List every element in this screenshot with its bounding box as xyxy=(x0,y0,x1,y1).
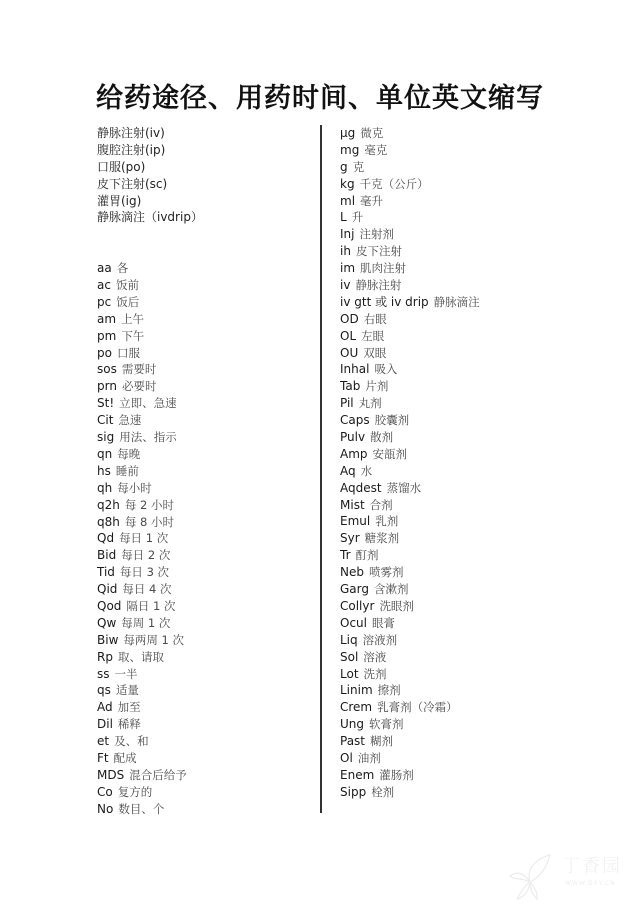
term-row xyxy=(340,682,580,699)
term-abbreviation: OU xyxy=(340,345,359,360)
term-meaning: 静脉滴注 xyxy=(433,294,480,309)
term-row xyxy=(97,378,307,395)
watermark xyxy=(505,852,635,902)
term-abbreviation: po xyxy=(97,345,112,360)
term-meaning: 左眼 xyxy=(361,328,385,343)
term-row xyxy=(97,547,307,564)
term-row xyxy=(340,226,580,243)
term-abbreviation: Dil xyxy=(97,717,113,732)
term-abbreviation: Ung xyxy=(340,717,365,732)
term-abbreviation: q8h xyxy=(97,514,120,529)
term-row xyxy=(97,598,307,615)
term-abbreviation: St! xyxy=(97,396,115,411)
term-row xyxy=(340,429,580,446)
term-abbreviation: Tab xyxy=(340,379,361,394)
term-meaning: 糊剂 xyxy=(370,734,394,749)
term-row xyxy=(340,632,580,649)
term-meaning: 每日 2 次 xyxy=(121,548,171,563)
term-abbreviation: Ocul xyxy=(340,615,367,630)
route-item: 口服(po) xyxy=(97,159,146,174)
term-meaning: 上午 xyxy=(121,311,145,326)
term-abbreviation: q2h xyxy=(97,497,120,512)
term-abbreviation: ml xyxy=(340,193,356,208)
term-abbreviation: am xyxy=(97,311,117,326)
term-row xyxy=(97,666,307,683)
term-abbreviation: Pil xyxy=(340,396,354,411)
term-meaning: 眼膏 xyxy=(371,615,395,630)
term-row xyxy=(340,446,580,463)
term-row xyxy=(340,699,580,716)
term-row xyxy=(340,666,580,683)
term-row xyxy=(340,395,580,412)
term-abbreviation: Syr xyxy=(340,531,360,546)
route-item: 灌胃(ig) xyxy=(97,193,142,208)
term-row xyxy=(97,328,307,345)
term-row xyxy=(97,294,307,311)
term-meaning: 每周 1 次 xyxy=(121,615,171,630)
term-abbreviation: Cit xyxy=(97,413,114,428)
watermark-brand: 丁香园 xyxy=(562,856,622,877)
term-abbreviation: mg xyxy=(340,142,360,157)
term-meaning: 必要时 xyxy=(121,379,157,394)
term-meaning: 喷雾剂 xyxy=(368,565,404,580)
term-abbreviation: Qod xyxy=(97,598,122,613)
term-meaning: 栓剂 xyxy=(371,784,395,799)
term-abbreviation: Liq xyxy=(340,632,358,647)
term-meaning: 肌肉注射 xyxy=(360,261,407,276)
term-meaning: 双眼 xyxy=(363,345,387,360)
term-meaning: 毫升 xyxy=(360,193,384,208)
term-meaning: 胶囊剂 xyxy=(374,413,410,428)
term-abbreviation: Aq xyxy=(340,463,356,478)
term-row xyxy=(340,345,580,362)
term-meaning: 配成 xyxy=(113,750,137,765)
term-row xyxy=(340,243,580,260)
term-row xyxy=(340,750,580,767)
route-item: 静脉滴注（ivdrip） xyxy=(97,210,203,225)
term-row xyxy=(97,277,307,294)
term-meaning: 擦剂 xyxy=(377,683,401,698)
term-abbreviation: Sol xyxy=(340,649,359,664)
term-meaning: 灌肠剂 xyxy=(379,767,414,782)
term-meaning: 软膏剂 xyxy=(369,717,404,732)
term-meaning: 洗剂 xyxy=(363,666,387,681)
term-row xyxy=(340,412,580,429)
term-abbreviation: ih xyxy=(340,244,351,259)
term-row xyxy=(340,260,580,277)
term-abbreviation: μg xyxy=(340,126,356,140)
term-row xyxy=(340,733,580,750)
term-row xyxy=(97,345,307,362)
term-abbreviation: L xyxy=(340,210,347,225)
term-meaning: 饭后 xyxy=(116,294,140,309)
term-abbreviation: et xyxy=(97,734,110,749)
term-row xyxy=(97,649,307,666)
term-row xyxy=(340,193,580,210)
term-meaning: 需要时 xyxy=(121,362,157,377)
term-row xyxy=(340,581,580,598)
term-row xyxy=(340,497,580,514)
term-abbreviation: qs xyxy=(97,683,111,698)
term-meaning: 口服 xyxy=(116,345,140,360)
term-meaning: 下午 xyxy=(121,328,145,343)
column-divider xyxy=(320,125,322,813)
term-abbreviation: Ft xyxy=(97,750,109,765)
term-row xyxy=(340,142,580,159)
term-row xyxy=(97,429,307,446)
term-row xyxy=(340,716,580,733)
term-meaning: 右眼 xyxy=(363,311,387,326)
term-row xyxy=(340,767,580,784)
term-row xyxy=(340,513,580,530)
term-row xyxy=(340,294,580,311)
term-row xyxy=(340,598,580,615)
term-meaning: 取、请取 xyxy=(117,649,164,664)
term-row xyxy=(340,615,580,632)
term-meaning: 注射剂 xyxy=(359,227,394,242)
term-meaning: 每 8 小时 xyxy=(124,514,174,529)
term-abbreviation: Sipp xyxy=(340,784,367,799)
term-abbreviation: Emul xyxy=(340,514,371,529)
term-row xyxy=(340,784,580,801)
term-abbreviation: No xyxy=(97,801,114,816)
timing-terms-list xyxy=(97,260,307,817)
term-abbreviation: aa xyxy=(97,261,112,276)
term-abbreviation: Past xyxy=(340,734,366,749)
term-meaning: 蒸馏水 xyxy=(386,480,422,495)
term-abbreviation: Qid xyxy=(97,582,118,597)
term-meaning: 每小时 xyxy=(117,480,152,495)
term-meaning: 混合后给予 xyxy=(129,767,187,782)
term-row xyxy=(340,159,580,176)
term-abbreviation: ss xyxy=(97,666,110,681)
term-row xyxy=(97,260,307,277)
term-meaning: 静脉注射 xyxy=(355,278,402,293)
term-row xyxy=(97,716,307,733)
term-abbreviation: Lot xyxy=(340,666,359,681)
term-row xyxy=(97,581,307,598)
term-meaning: 及、和 xyxy=(114,734,149,749)
term-row xyxy=(97,530,307,547)
term-abbreviation: Neb xyxy=(340,565,364,580)
term-meaning: 乳膏剂（冷霜） xyxy=(377,700,458,715)
document-title: 给药途径、用药时间、单位英文缩写 xyxy=(96,83,544,114)
term-abbreviation: Collyr xyxy=(340,598,375,613)
term-abbreviation: qh xyxy=(97,480,113,495)
term-abbreviation: hs xyxy=(97,463,111,478)
left-column xyxy=(97,125,307,818)
term-abbreviation: pc xyxy=(97,294,112,309)
term-abbreviation: Inhal xyxy=(340,362,370,377)
term-row xyxy=(97,497,307,514)
term-abbreviation: sig xyxy=(97,430,115,445)
term-row xyxy=(340,564,580,581)
term-meaning: 复方的 xyxy=(117,784,153,799)
term-meaning: 加至 xyxy=(117,700,141,715)
term-meaning: 含漱剂 xyxy=(374,582,409,597)
term-abbreviation: Bid xyxy=(97,548,117,563)
term-abbreviation: sos xyxy=(97,362,117,377)
term-abbreviation: iv gtt 或 iv drip xyxy=(340,294,429,309)
term-abbreviation: kg xyxy=(340,176,355,191)
term-meaning: 安瓿剂 xyxy=(372,446,408,461)
term-meaning: 微克 xyxy=(360,126,384,140)
term-row xyxy=(340,125,580,142)
term-abbreviation: Tid xyxy=(97,565,115,580)
term-row xyxy=(97,514,307,531)
term-abbreviation: Biw xyxy=(97,632,119,647)
term-meaning: 吸入 xyxy=(374,362,398,377)
term-row xyxy=(340,463,580,480)
term-meaning: 各 xyxy=(116,261,129,276)
term-abbreviation: Co xyxy=(97,784,113,799)
term-meaning: 丸剂 xyxy=(358,396,382,411)
term-row xyxy=(97,311,307,328)
term-row xyxy=(97,615,307,632)
administration-routes-list xyxy=(97,125,307,226)
section-spacer xyxy=(97,226,307,260)
term-abbreviation: Ol xyxy=(340,750,353,765)
term-row xyxy=(97,767,307,784)
term-meaning: 克 xyxy=(352,159,365,174)
term-row xyxy=(340,378,580,395)
term-meaning: 每晚 xyxy=(117,446,141,461)
term-abbreviation: Caps xyxy=(340,413,370,428)
term-row xyxy=(340,311,580,328)
term-row xyxy=(97,480,307,497)
term-meaning: 乳剂 xyxy=(375,514,399,529)
term-meaning: 千克（公斤） xyxy=(359,176,429,191)
term-abbreviation: Qd xyxy=(97,531,115,546)
term-abbreviation: iv xyxy=(340,278,351,293)
term-meaning: 一半 xyxy=(114,666,138,681)
term-row xyxy=(97,733,307,750)
term-row xyxy=(97,564,307,581)
term-row xyxy=(97,412,307,429)
term-meaning: 每 2 小时 xyxy=(124,497,174,512)
term-abbreviation: Aqdest xyxy=(340,480,382,495)
unit-dosage-terms-list xyxy=(340,125,580,801)
term-row xyxy=(340,649,580,666)
term-meaning: 油剂 xyxy=(357,750,381,765)
term-row xyxy=(97,699,307,716)
term-meaning: 急速 xyxy=(118,413,142,428)
term-row xyxy=(340,277,580,294)
term-row xyxy=(340,328,580,345)
right-column xyxy=(340,125,580,801)
term-abbreviation: OD xyxy=(340,311,359,326)
term-meaning: 片剂 xyxy=(365,379,389,394)
term-meaning: 立即、急速 xyxy=(119,396,177,411)
term-meaning: 合剂 xyxy=(369,497,393,512)
term-meaning: 皮下注射 xyxy=(355,244,402,259)
term-row xyxy=(97,784,307,801)
term-row xyxy=(97,463,307,480)
term-row xyxy=(340,530,580,547)
term-meaning: 每日 4 次 xyxy=(122,582,172,597)
term-row xyxy=(340,361,580,378)
term-abbreviation: im xyxy=(340,261,356,276)
term-meaning: 酊剂 xyxy=(355,548,379,563)
term-row xyxy=(97,632,307,649)
term-meaning: 散剂 xyxy=(370,430,394,445)
term-meaning: 睡前 xyxy=(115,463,139,478)
term-abbreviation: Crem xyxy=(340,700,373,715)
term-abbreviation: Rp xyxy=(97,649,113,664)
term-meaning: 稀释 xyxy=(117,717,141,732)
term-meaning: 每日 3 次 xyxy=(119,565,170,580)
term-row xyxy=(97,395,307,412)
term-abbreviation: ac xyxy=(97,278,111,293)
term-meaning: 洗眼剂 xyxy=(379,598,414,613)
term-abbreviation: Ad xyxy=(97,700,113,715)
term-abbreviation: Pulv xyxy=(340,430,366,445)
term-abbreviation: Linim xyxy=(340,683,373,698)
term-row xyxy=(340,176,580,193)
term-abbreviation: Enem xyxy=(340,767,375,782)
term-row xyxy=(97,682,307,699)
term-meaning: 适量 xyxy=(115,683,139,698)
term-row xyxy=(97,446,307,463)
term-abbreviation: Qw xyxy=(97,615,117,630)
term-abbreviation: pm xyxy=(97,328,117,343)
term-meaning: 数目、个 xyxy=(118,801,165,816)
term-abbreviation: Amp xyxy=(340,446,368,461)
term-abbreviation: OL xyxy=(340,328,357,343)
route-item: 皮下注射(sc) xyxy=(97,176,168,191)
term-abbreviation: prn xyxy=(97,379,117,394)
term-meaning: 溶液剂 xyxy=(362,632,398,647)
term-abbreviation: Inj xyxy=(340,227,355,242)
term-abbreviation: qn xyxy=(97,446,113,461)
term-row xyxy=(97,750,307,767)
term-meaning: 隔日 1 次 xyxy=(126,598,176,613)
term-meaning: 用法、指示 xyxy=(119,430,177,445)
term-meaning: 饭前 xyxy=(115,278,139,293)
term-meaning: 水 xyxy=(360,463,373,478)
term-abbreviation: Garg xyxy=(340,582,369,597)
term-abbreviation: g xyxy=(340,159,348,174)
term-row xyxy=(97,361,307,378)
leaf-logo-icon xyxy=(505,852,555,902)
term-meaning: 每日 1 次 xyxy=(119,531,169,546)
term-abbreviation: Mist xyxy=(340,497,365,512)
route-item: 静脉注射(iv) xyxy=(97,126,165,140)
watermark-url: WWW.DXY.CN xyxy=(565,880,616,887)
term-meaning: 毫克 xyxy=(364,142,388,157)
term-meaning: 溶液 xyxy=(363,649,387,664)
route-item: 腹腔注射(ip) xyxy=(97,142,166,157)
term-meaning: 糖浆剂 xyxy=(364,531,400,546)
term-row xyxy=(340,209,580,226)
term-abbreviation: Tr xyxy=(340,548,351,563)
term-row xyxy=(97,801,307,818)
term-meaning: 升 xyxy=(351,210,364,225)
term-meaning: 每两周 1 次 xyxy=(123,632,185,647)
term-row xyxy=(340,547,580,564)
term-row xyxy=(340,480,580,497)
term-abbreviation: MDS xyxy=(97,767,125,782)
